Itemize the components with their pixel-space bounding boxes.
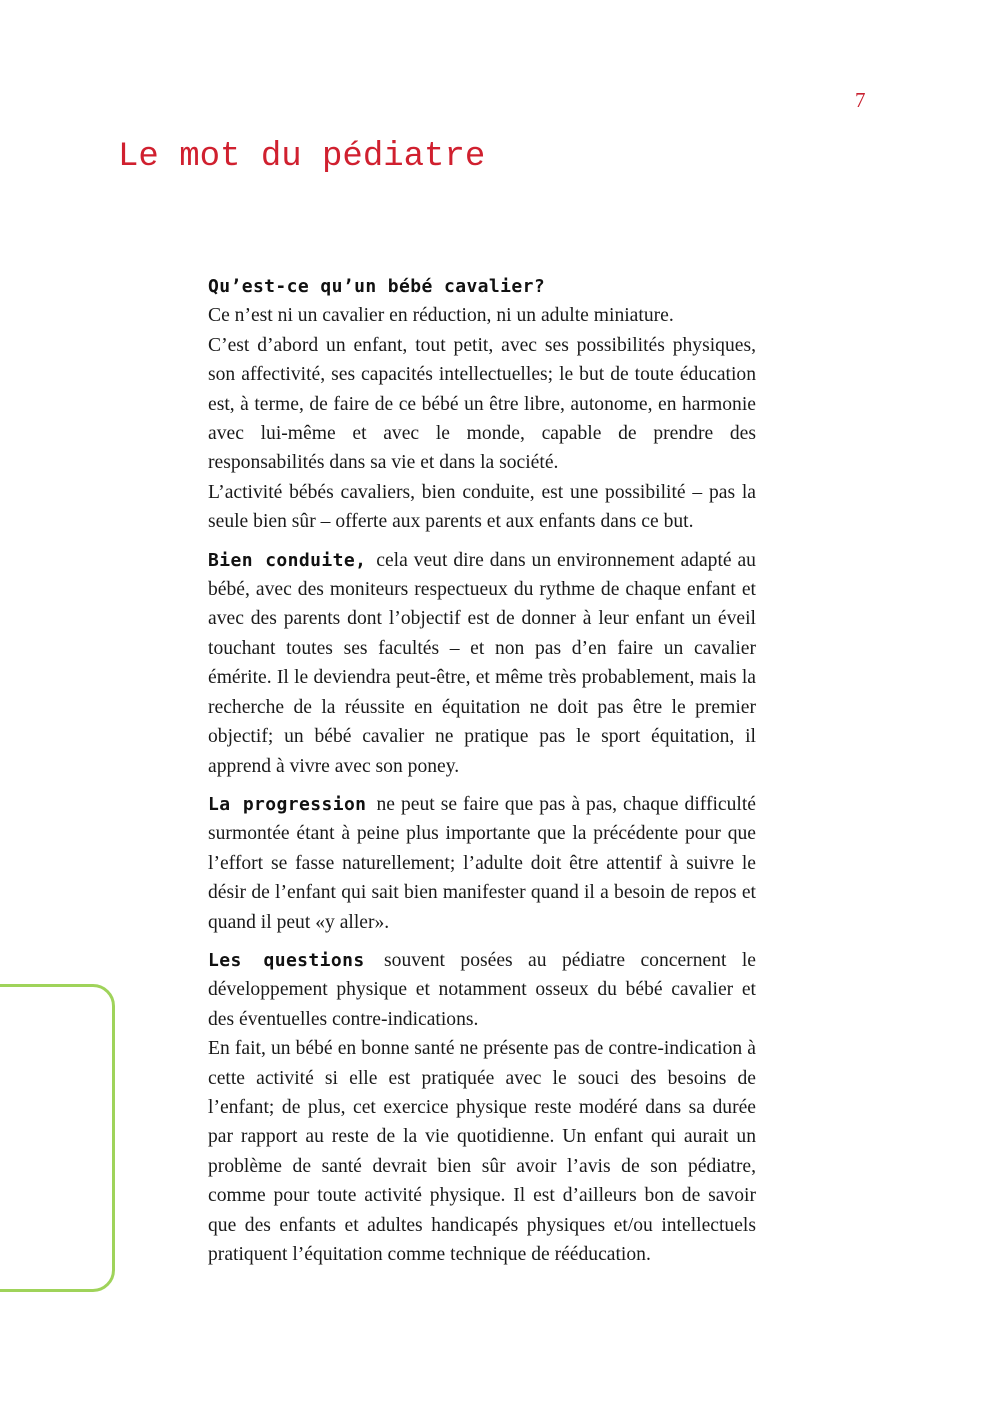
decorative-side-frame: [0, 984, 115, 1292]
section-1-paragraph-1: Ce n’est ni un cavalier en réduction, ni un adulte miniature.: [208, 305, 674, 327]
section-4-text: souvent posées au pédiatre concernent le développement physique et notamment osseux du bébé cavalier et des éventuelles contre-indications.: [208, 949, 756, 1030]
section-2-lead: Bien conduite,: [208, 549, 367, 571]
section-1-paragraph-2: C’est d’abord un enfant, tout petit, avec ses possibilités physiques, son affectivité, ses capacités intellectuelles; le but de toute éducation est, à terme, de faire de ce bébé un être libre, autonome, en harmonie avec lui-même et avec le monde, capable de prendre des responsabilités dans sa vie et dans la société.: [208, 334, 756, 474]
section-4-paragraph-2: En fait, un bébé en bonne santé ne présente pas de contre-indication à cette activité si elle est pratiquée avec le souci des besoins de l’enfant; de plus, cet exercice physique reste modéré dans sa durée par rapport au reste de la vie quotidienne. Un enfant qui aurait un problème de santé devrait bien sûr avoir l’avis de son pédiatre, comme pour toute activité physique. Il est d’ailleurs bon de savoir que des enfants et adultes handicapés physiques et/ou intellectuels pratiquent l’équitation comme technique de rééducation.: [208, 1038, 756, 1265]
section-2-text: cela veut dire dans un environnement adapté au bébé, avec des moniteurs respectueux du rythme de chaque enfant et avec des parents dont l’objectif est de donner à leur enfant un éveil touchant toutes ses facultés – et non pas d’en faire un cavalier émérite. Il le deviendra peut-être, et même très probablement, mais la recherche de la réussite en équitation ne doit pas être le premier objectif; un bébé cavalier ne pratique pas le sport équitation, il apprend à vivre avec son poney.: [208, 549, 756, 777]
section-3-text: ne peut se faire que pas à pas, chaque difficulté surmontée étant à peine plus importante que la précédente pour que l’effort se fasse naturellement; l’adulte doit être attentif à suivre le désir de l’enfant qui sait bien manifester quand il a besoin de repos et quand il peut «y aller».: [208, 793, 756, 933]
section-1: [208, 272, 756, 301]
section-4: [208, 946, 756, 1034]
section-3-lead: La progression: [208, 793, 367, 815]
section-4-lead: Les questions: [208, 949, 365, 971]
section-3: [208, 790, 756, 937]
section-2: [208, 546, 756, 781]
article-body: [208, 272, 756, 1269]
page-title: Le mot du pédiatre: [118, 138, 486, 176]
section-1-paragraph-3: L’activité bébés cavaliers, bien conduite, est une possibilité – pas la seule bien sûr – offerte aux parents et aux enfants dans ce but.: [208, 481, 756, 533]
page-number: 7: [855, 88, 866, 112]
section-1-heading: Qu’est-ce qu’un bébé cavalier?: [208, 276, 546, 297]
